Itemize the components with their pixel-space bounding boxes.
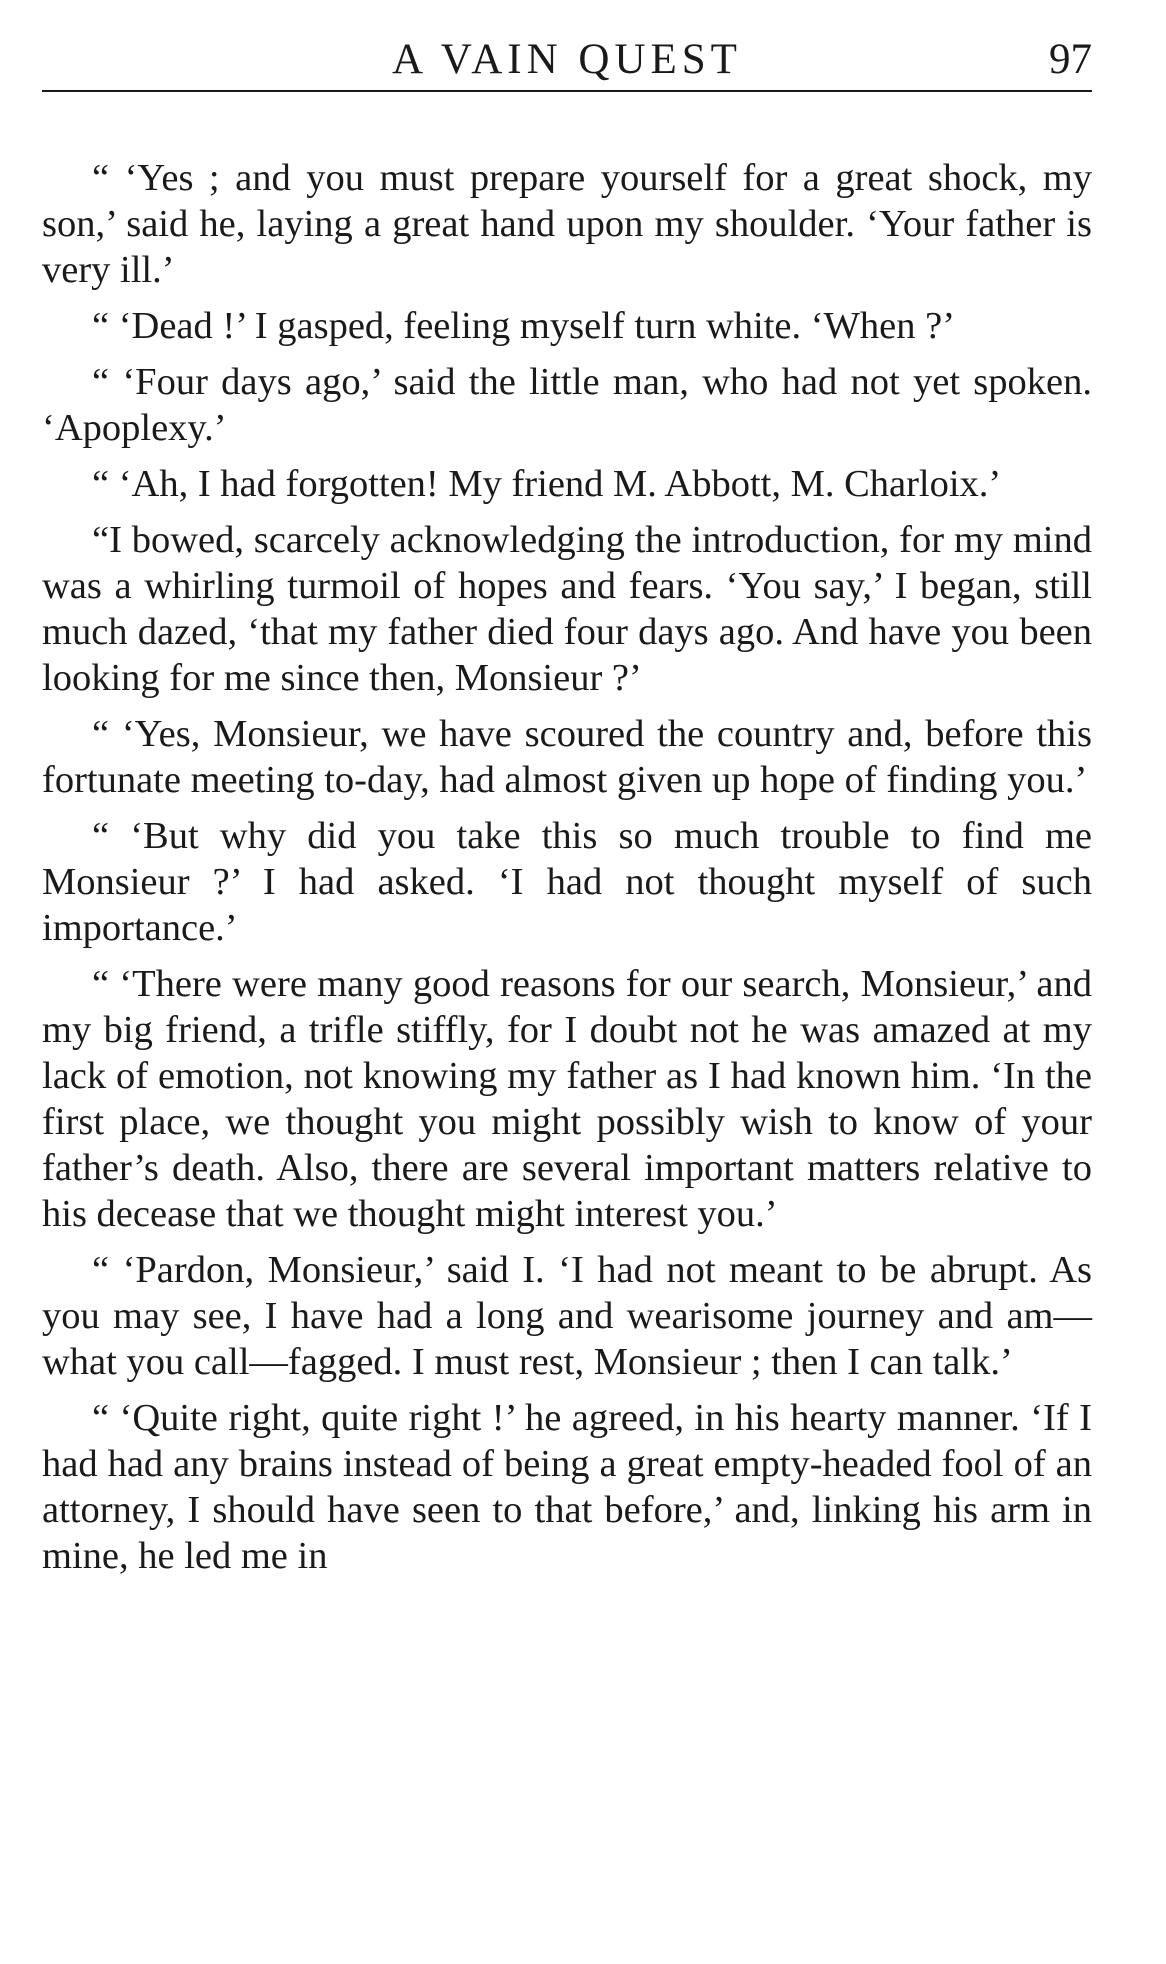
paragraph: “ ‘Quite right, quite right !’ he agreed, in his hearty manner. ‘If I had had any brains instead of being a great empty-headed fool of an attorney, I should have seen to that before,’ and, linking his arm in mine, he led me in: [42, 1397, 1092, 1577]
paragraph: “ ‘There were many good reasons for our search, Monsieur,’ and my big friend, a trifle stiffly, for I doubt not he was amazed at my lack of emotion, not knowing my father as I had known him. ‘In the first place, we thought you might possibly wish to know of your father’s death. Also, there are several important matters relative to his decease that we thought might interest you.’: [42, 963, 1092, 1235]
paragraph: “ ‘Yes ; and you must prepare yourself for a great shock, my son,’ said he, laying a great hand upon my shoulder. ‘Your father is very ill.’: [42, 157, 1092, 291]
paragraph: “ ‘Four days ago,’ said the little man, who had not yet spoken. ‘Apoplexy.’: [42, 361, 1092, 449]
paragraph: “ ‘Yes, Monsieur, we have scoured the country and, before this fortunate meeting to-day, had almost given up hope of finding you.’: [42, 713, 1092, 801]
running-head: [42, 34, 1092, 92]
paragraph: “ ‘But why did you take this so much trouble to find me Monsieur ?’ I had asked. ‘I had not thought myself of such importance.’: [42, 815, 1092, 949]
paragraph: “I bowed, scarcely acknowledging the introduction, for my mind was a whirling turmoil of hopes and fears. ‘You say,’ I began, still much dazed, ‘that my father died four days ago. And have you been looking for me since then, Monsieur ?’: [42, 519, 1092, 699]
running-title: A VAIN QUEST: [392, 36, 742, 83]
paragraph: “ ‘Ah, I had forgotten! My friend M. Abbott, M. Charloix.’: [92, 463, 1002, 505]
body-text: [42, 155, 1092, 1589]
paragraph: “ ‘Pardon, Monsieur,’ said I. ‘I had not meant to be abrupt. As you may see, I have had a long and wearisome journey and am—what you call—fagged. I must rest, Monsieur ; then I can talk.’: [42, 1249, 1092, 1383]
page-number: 97: [1049, 36, 1092, 83]
paragraph: “ ‘Dead !’ I gasped, feeling myself turn white. ‘When ?’: [92, 305, 956, 347]
header-rule: [42, 90, 1092, 92]
